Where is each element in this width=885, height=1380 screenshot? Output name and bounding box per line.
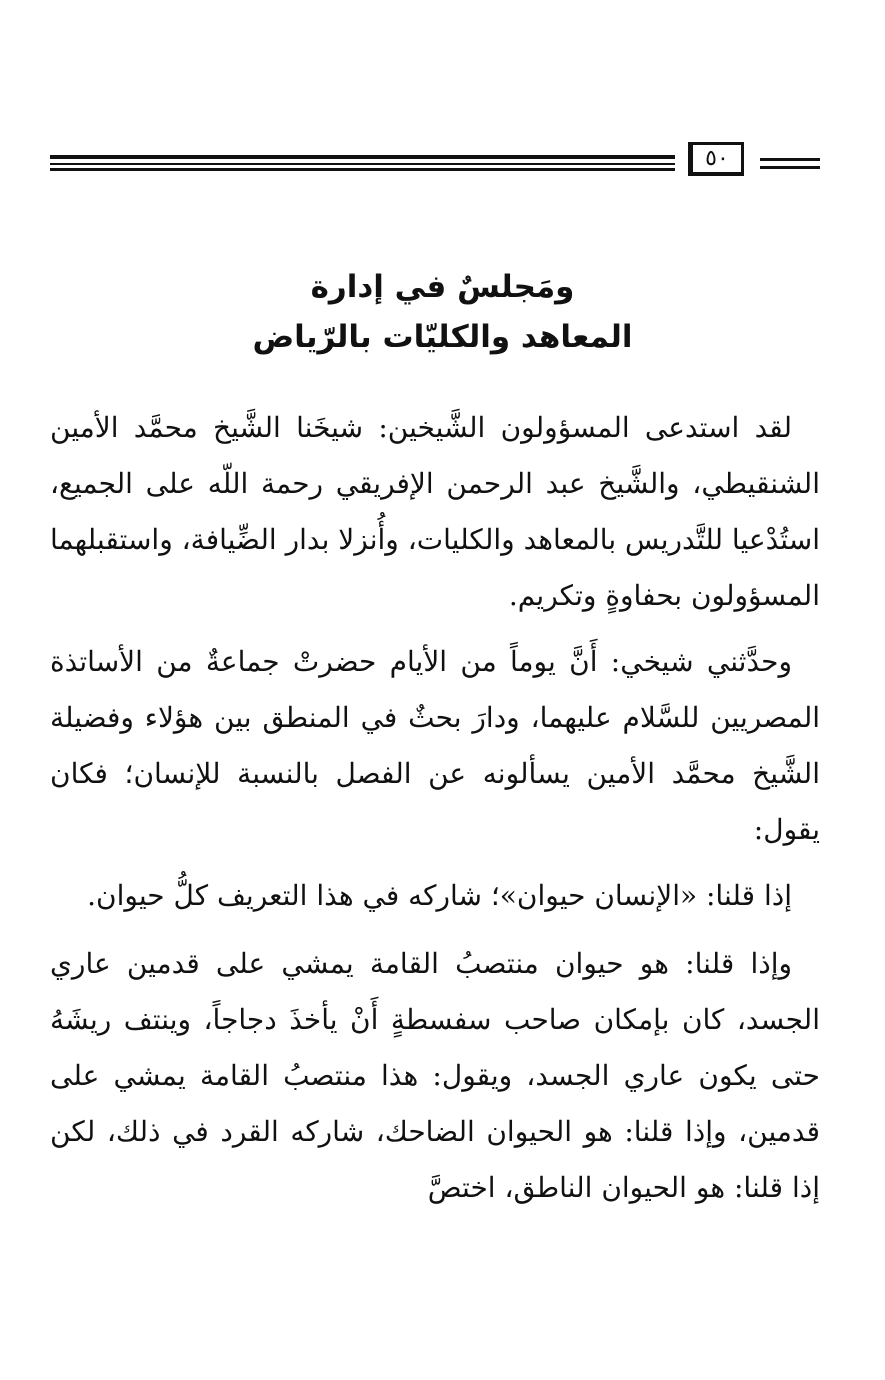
- paragraph: لقد استدعى المسؤولون الشَّيخين: شيخَنا الشَّيخ محمَّد الأمين الشنقيطي، والشَّيخ عبد الرحمن الإفريقي رحمة اللّه على الجميع، استُدْعيا للتَّدريس بالمعاهد والكليات، وأُنزلا بدار الضِّيافة، واستقبلهما المسؤولون بحفاوةٍ وتكريم.: [50, 411, 820, 612]
- section-title-line-1: ومَجلسٌ في إدارة: [310, 269, 575, 305]
- page-number: ٥٠: [688, 142, 744, 176]
- section-title-line-2: المعاهد والكليّات بالرّياض: [252, 319, 633, 355]
- section-title: [60, 262, 825, 362]
- header-rule-short: [760, 158, 820, 172]
- paragraph: وحدَّثني شيخي: أَنَّ يوماً من الأيام حضرتْ جماعةٌ من الأساتذة المصريين للسَّلام عليهما، ودارَ بحثٌ في المنطق بين هؤلاء وفضيلة الشَّيخ محمَّد الأمين يسألونه عن الفصل بالنسبة للإنسان؛ فكان يقول:: [50, 645, 820, 846]
- header-rule-long: [50, 155, 675, 175]
- paragraph: إذا قلنا: «الإنسان حيوان»؛ شاركه في هذا التعريف كلُّ حيوان.: [87, 879, 792, 912]
- paragraph: وإذا قلنا: هو حيوان منتصبُ القامة يمشي على قدمين عاري الجسد، كان بإمكان صاحب سفسطةٍ أَنْ يأخذَ دجاجاً، وينتف ريشَهُ حتى يكون عاري الجسد، ويقول: هذا منتصبُ القامة يمشي على قدمين، وإذا قلنا: هو الحيوان الضاحك، شاركه القرد في ذلك، لكن إذا قلنا: هو الحيوان الناطق، اختصَّ: [50, 947, 820, 1204]
- page-header: [50, 140, 820, 185]
- body-text: [50, 400, 820, 1226]
